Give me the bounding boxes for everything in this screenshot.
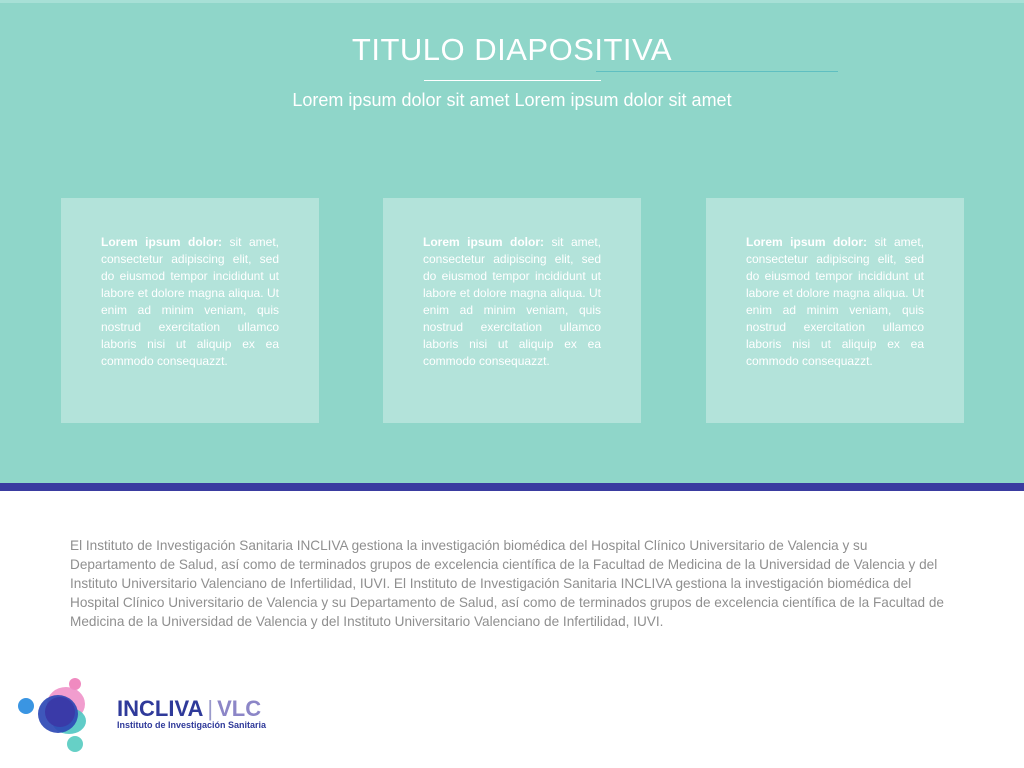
divider-band [0, 483, 1024, 491]
logo-separator: | [207, 696, 214, 721]
card-text-body: sit amet, consectetur adipiscing elit, sed do eiusmod tempor incididunt ut labore et dolore magna aliqua. Ut enim ad minim veniam, quis nostrud exercitation ullamco laboris nisi ut aliquip ex ea commodo consequazzt. [423, 235, 601, 368]
logo-wordmark [117, 696, 261, 722]
card-text [423, 234, 601, 370]
title-accent-line [596, 71, 838, 72]
content-card-1 [61, 198, 319, 423]
slide-subtitle: Lorem ipsum dolor sit amet Lorem ipsum dolor sit amet [292, 90, 732, 110]
content-card-2 [383, 198, 641, 423]
card-text-bold: Lorem ipsum dolor: [746, 235, 867, 249]
logo-city: VLC [217, 696, 262, 721]
logo-name: INCLIVA [117, 696, 204, 721]
incliva-logo-mark-icon [14, 675, 94, 755]
hero-top-line [0, 0, 1024, 3]
logo-tagline: Instituto de Investigación Sanitaria [117, 720, 267, 730]
body-paragraph: El Instituto de Investigación Sanitaria INCLIVA gestiona la investigación biomédica del Hospital Clínico Universitario de Valencia y su Departamento de Salud, así como de terminados grupos de excelencia científica de la Facultad de Medicina de la Universidad de Valencia y del Instituto Universitario Valenciano de Infertilidad, IUVI. El Instituto de Investigación Sanitaria INCLIVA gestiona la investigación biomédica del Hospital Clínico Universitario de Valencia y su Departamento de Salud, así como de terminados grupos de excelencia científica de la Facultad de Medicina de la Universidad de Valencia y del Instituto Universitario Valenciano de Infertilidad, IUVI. [70, 538, 944, 629]
content-card-3 [706, 198, 964, 423]
card-text-bold: Lorem ipsum dolor: [423, 235, 544, 249]
slide-title: TITULO DIAPOSITIVA [351, 32, 673, 67]
card-text-body: sit amet, consectetur adipiscing elit, sed do eiusmod tempor incididunt ut labore et dolore magna aliqua. Ut enim ad minim veniam, quis nostrud exercitation ullamco laboris nisi ut aliquip ex ea commodo consequazzt. [101, 235, 279, 368]
card-text [101, 234, 279, 370]
card-text-body: sit amet, consectetur adipiscing elit, sed do eiusmod tempor incididunt ut labore et dolore magna aliqua. Ut enim ad minim veniam, quis nostrud exercitation ullamco laboris nisi ut aliquip ex ea commodo consequazzt. [746, 235, 924, 368]
card-text [746, 234, 924, 370]
title-underline [424, 80, 601, 81]
card-text-bold: Lorem ipsum dolor: [101, 235, 222, 249]
